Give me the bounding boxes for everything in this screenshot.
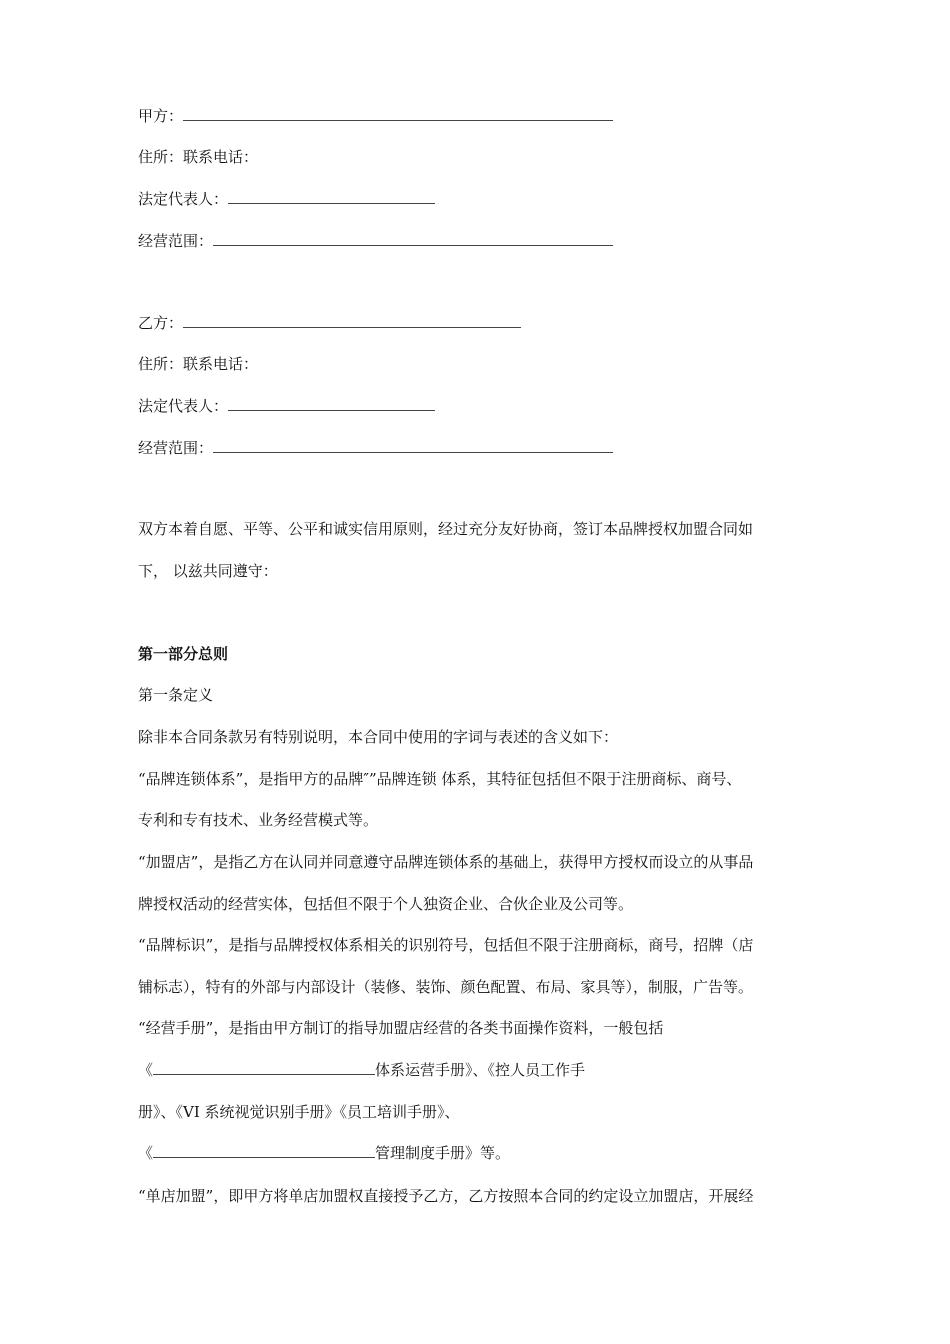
party-b-legal-rep-blank [228,396,435,411]
party-a-legal-rep-blank [228,189,435,204]
manual-line-4 [138,1143,510,1163]
party-b-label: 乙方： [138,314,184,332]
single-store-line-1: “单店加盟”，即甲方将单店加盟权直接授予乙方，乙方按照本合同的约定设立加盟店，开展经 [138,1187,754,1205]
franchise-store-line-2: 牌授权活动的经营实体，包括但不限于个人独资企业、合伙企业及公司等。 [138,895,634,913]
party-b-scope-blank [213,438,613,453]
manual-line-4-suffix: 管理制度手册》等。 [375,1144,511,1162]
brand-system-line-1: “品牌连锁体系”，是指甲方的品牌″”品牌连锁 体系，其特征包括但不限于注册商标、商号、 [138,770,742,788]
franchise-store-line-1: “加盟店”，是指乙方在认同并同意遵守品牌连锁体系的基础上，获得甲方授权而设立的从事品 [138,853,754,871]
manual-line-3: 册》、《VI 系统视觉识别手册》《员工培训手册》、 [138,1103,460,1121]
party-a-scope-line [138,231,613,251]
brand-mark-line-1: “品牌标识”，是指与品牌授权体系相关的识别符号，包括但不限于注册商标，商号，招牌（店 [138,936,754,954]
article1-title: 第一条定义 [138,686,214,704]
preamble-line-1: 双方本着自愿、平等、公平和诚实信用原则，经过充分友好协商，签订本品牌授权加盟合同如 [138,520,754,538]
party-a-line [138,106,613,126]
party-b-legal-rep-line [138,396,435,416]
party-a-scope-label: 经营范围： [138,232,214,250]
manual-line-2 [138,1060,585,1080]
party-a-address-phone: 住所：联系电话： [138,148,259,166]
manual-line-1: “经营手册”，是指由甲方制订的指导加盟店经营的各类书面操作资料，一般包括 [138,1019,664,1037]
brand-mark-line-2: 铺标志），特有的外部与内部设计（装修、装饰、颜色配置、布局、家具等），制服，广告等。 [138,978,754,996]
manual-line-2-prefix: 《 [138,1061,154,1079]
part1-heading: 第一部分总则 [138,645,229,663]
party-a-blank [183,106,613,121]
preamble-line-2: 下， 以兹共同遵守： [138,562,278,580]
party-a-label: 甲方： [138,107,184,125]
party-b-address-phone: 住所：联系电话： [138,355,259,373]
party-a-scope-blank [213,231,613,246]
party-a-legal-rep-label: 法定代表人： [138,190,229,208]
party-a-legal-rep-line [138,189,435,209]
manual-line-2-blank [153,1060,375,1075]
manual-line-4-prefix: 《 [138,1144,154,1162]
party-b-blank [183,313,521,328]
party-b-scope-label: 经营范围： [138,439,214,457]
manual-line-4-blank [153,1143,375,1158]
party-b-scope-line [138,438,613,458]
party-b-line [138,313,521,333]
manual-line-2-suffix: 体系运营手册》、《控人员工作手 [375,1061,586,1079]
party-b-legal-rep-label: 法定代表人： [138,397,229,415]
brand-system-line-2: 专利和专有技术、业务经营模式等。 [138,811,379,829]
definitions-intro: 除非本合同条款另有特别说明，本合同中使用的字词与表述的含义如下： [138,728,619,746]
